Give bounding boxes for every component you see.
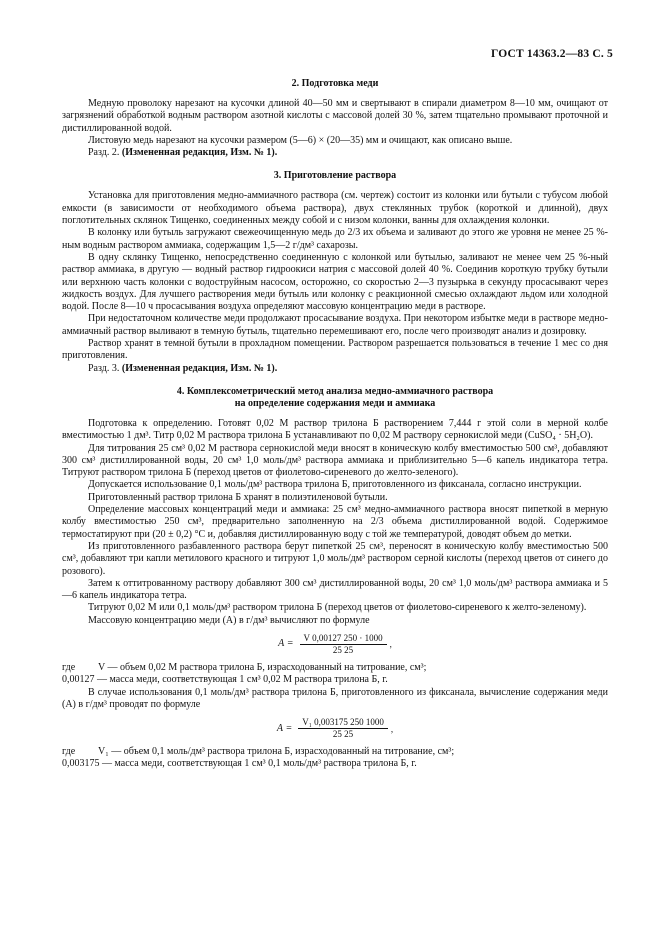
where-label: где [62, 746, 76, 758]
where-definition: 0,00127 — масса меди, соответствующая 1 см³ 0,02 М раствора трилона Б, г. [62, 674, 388, 686]
copper-formula-2 [62, 717, 608, 740]
formula-numerator: V 0,00127 250 · 1000 [300, 633, 387, 645]
formula-lhs: А = [276, 722, 293, 734]
section-4-paragraph: Определение массовых концентраций меди и аммиака: 25 см³ медно-аммиачного раствора вносят пипеткой в мерную колбу вместимостью 250 см³, предварительно заполненную на 2/3 объема дистиллированной водой. Содержимое термостатируют при (20 ± 0,2) °С и, добавляя дистиллированную воду с той же температурой, доводят объем до метки. [62, 504, 608, 540]
section-4-paragraph: Из приготовленного разбавленного раствора берут пипеткой 25 см³, переносят в коническую колбу вместимостью 500 см³, добавляют три капли метилового красного и титруют 1,0 моль/дм³ раствором серной кислоты (переход цветов от синего до розового). [62, 540, 608, 577]
section-4-paragraph: Приготовленный раствор трилона Б хранят в полиэтиленовой бутыли. [88, 491, 388, 503]
formula-denominator: 25 25 [332, 729, 354, 740]
formula-denominator: 25 25 [332, 644, 354, 655]
formula-fraction [298, 717, 388, 740]
page-header: ГОСТ 14363.2—83 С. 5 [490, 48, 613, 60]
revision-ref: Разд. 3. [88, 362, 120, 374]
formula-fraction [300, 633, 387, 656]
formula-1-legend [62, 662, 608, 674]
where-label: где [62, 661, 76, 673]
document-body [62, 78, 608, 771]
section-2-paragraph: Медную проволоку нарезают на кусочки длиной 40—50 мм и свертывают в спирали диаметром 8—10 мм, очищают от загрязнений обработкой водным раствором азотной кислоты с массовой долей 30 %, затем тщательно промывают проточной и дистиллированной водой. [62, 98, 608, 134]
formula-2-legend [62, 746, 608, 758]
section-2-paragraph: Листовую медь нарезают на кусочки размером (5—6) × (20—35) мм и очищают, как описано выше. [88, 134, 513, 146]
section-4-title-line: на определение содержания меди и аммиака [234, 397, 436, 409]
formula-numerator: V₁ 0,003175 250 1000 [298, 717, 388, 729]
section-4-paragraph: В случае использования 0,1 моль/дм³ раствора трилона Б, приготовленного из фиксанала, вычисление содержания меди (А) в г/дм³ проводят по формуле [62, 686, 608, 710]
section-3-revision-note [62, 363, 608, 375]
where-definition: 0,003175 — масса меди, соответствующая 1 см³ 0,1 моль/дм³ раствора трилона Б, г. [62, 758, 417, 770]
section-4-paragraph: Подготовка к определению. Готовят 0,02 М раствор трилона Б растворением 7,444 г этой соли в мерной колбе вместимостью 1 дм³. Титр 0,02 М раствора трилона Б устанавливают по 0,02 М раствору сернокислой меди (CuSO₄ · 5H₂O). [62, 417, 608, 442]
section-4-title [62, 386, 608, 410]
where-definition: V — объем 0,02 М раствора трилона Б, израсходованный на титрование, см³; [98, 661, 427, 673]
section-4-title-line: 4. Комплексометрический метод анализа медно-аммиачного раствора [176, 385, 494, 397]
section-4-paragraph: Затем к оттитрованному раствору добавляют 300 см³ дистиллированной воды, 20 см³ 1,0 моль/дм³ раствора аммиака и 5—6 капель индикатора тетра. [62, 577, 608, 602]
revision-label: (Измененная редакция, Изм. № 1). [121, 362, 278, 374]
formula-tail: , [389, 639, 392, 650]
copper-formula-1 [62, 633, 608, 656]
section-4-paragraph: Массовую концентрацию меди (А) в г/дм³ вычисляют по формуле [88, 614, 370, 626]
section-3-paragraph: При недостаточном количестве меди продолжают просасывание воздуха. При некотором избытке меди в растворе медно-аммиачный раствор выливают в темную бутыль, тщательно перемешивают его, после чего производят анализ и дозировку. [62, 313, 608, 337]
section-3-title: 3. Приготовление раствора [273, 170, 397, 182]
section-3-paragraph: Установка для приготовления медно-аммиачного раствора (см. чертеж) состоит из колонки или бутыли с тубусом любой емкости (в зависимости от необходимого объема раствора), двух стеклянных трубок (короткой и длинной), двух поглотительных склянок Тищенко, соединенных между собой и с низом колонки, ванны для охлаждения колонки. [62, 190, 608, 227]
section-3-paragraph: В одну склянку Тищенко, непосредственно соединенную с колонкой или бутылью, заливают не менее чем 25 %-ный раствор аммиака, в другую — водный раствор гидроокиси натрия с массовой долей 40 %. Соединив короткую трубку бутыли или верхнюю часть колонки с водоструйным насосом, осторожно, со скоростью 2—3 пузырька в секунду просасывают через жидкость воздух. Для лучшего растворения меди бутыль или колонку с реакционной смесью охлаждают льдом или холодной водой. После 8—10 ч просасывания воздуха определяют массовую концентрацию меди в растворе. [62, 251, 608, 313]
formula-tail: , [390, 723, 394, 734]
section-3-paragraph: Раствор хранят в темной бутыли в прохладном помещении. Раствором разрешается пользоваться в течение 1 мес со дня приготовления. [62, 338, 608, 362]
where-definition: V₁ — объем 0,1 моль/дм³ раствора трилона Б, израсходованный на титрование, см³; [98, 746, 455, 758]
section-4-paragraph: Титруют 0,02 М или 0,1 моль/дм³ раствором трилона Б (переход цветов от фиолетово-сиреневого к желто-зеленому). [88, 602, 587, 614]
section-3-paragraph: В колонку или бутыль загружают свежеочищенную медь до 2/3 их объема и заливают до этого же уровня не менее 25 %-ным водным раствором аммиака, содержащим 1,5—2 г/дм³ сахарозы. [62, 227, 608, 251]
section-2-revision-note [62, 147, 608, 159]
section-4-paragraph: Для титрования 25 см³ 0,02 М раствора сернокислой меди вносят в коническую колбу вместимостью 500 см³, добавляют 300 см³ дистиллированной воды, 20 см³ 1,0 моль/дм³ раствора аммиака и приблизительно 5—6 капель индикатора тетра. Титруют раствором трилона Б (переход цветов от фиолетово-сиреневого до желто-зеленого). [62, 442, 608, 479]
formula-lhs: А = [278, 638, 294, 650]
revision-ref: Разд. 2. [88, 147, 120, 159]
section-2-title: 2. Подготовка меди [291, 78, 379, 89]
section-4-paragraph: Допускается использование 0,1 моль/дм³ раствора трилона Б, приготовленного из фиксанала, согласно инструкции. [88, 479, 582, 491]
revision-label: (Измененная редакция, Изм. № 1). [121, 147, 278, 159]
